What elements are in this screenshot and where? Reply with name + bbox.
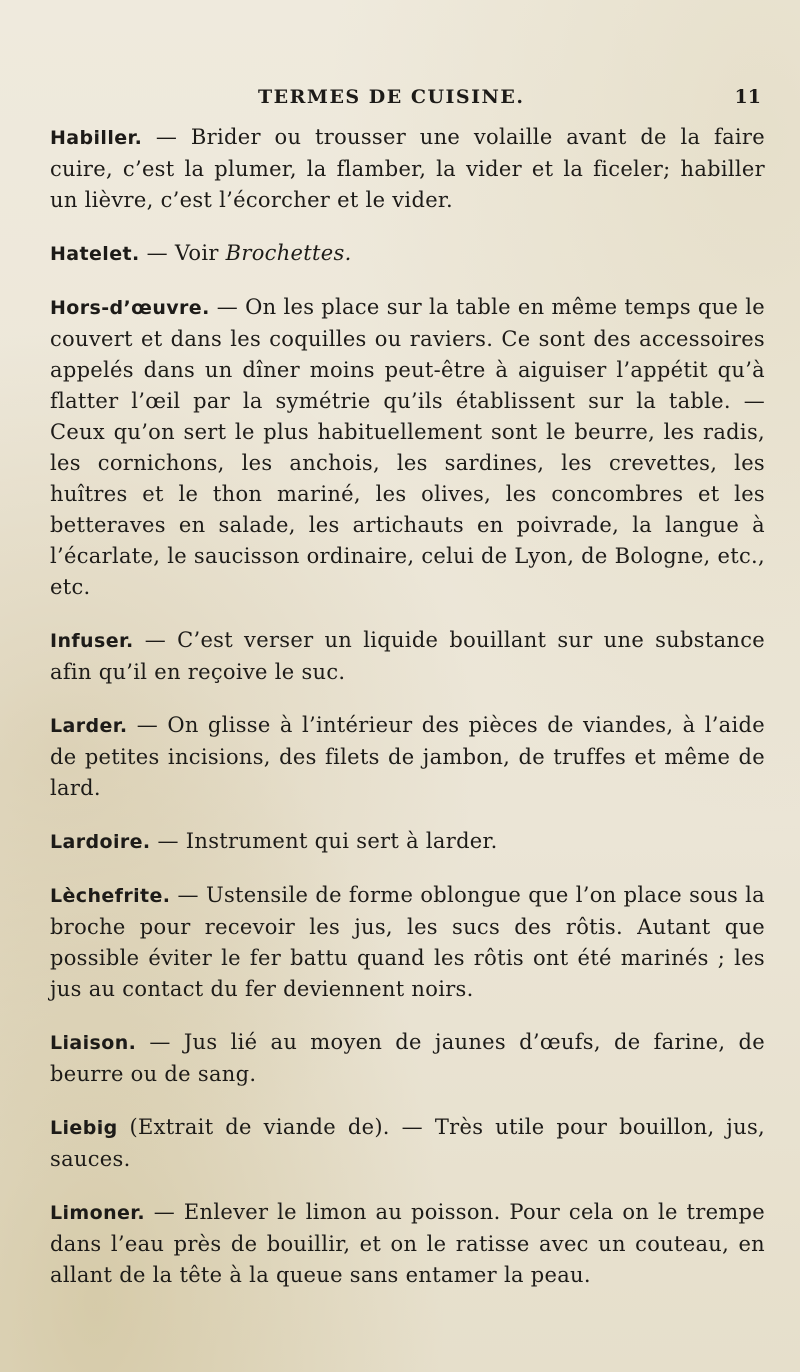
headword: Infuser. <box>50 630 134 652</box>
headword: Hors-d’œuvre. <box>50 297 210 319</box>
entry-liebig <box>50 1112 765 1175</box>
definition: — On les place sur la table en même temps que le couvert et dans les coquilles ou raviers. Ce sont des accessoires appelés dans un dîner moins peut-être à aiguiser l’appétit qu’à flatter l’œil par la symétrie qu’ils établissent sur la table. — Ceux qu’on sert le plus habituellement sont le beurre, les radis, les cornichons, les anchois, les sardines, les crevettes, les huîtres et le thon mariné, les olives, les concombres et les betteraves en salade, les artichauts en poivrade, la langue à l’écarlate, le saucisson ordinaire, celui de Lyon, de Bologne, etc., etc. <box>50 295 765 599</box>
entry-lechefrite <box>50 880 765 1005</box>
headword: Hatelet. <box>50 243 140 265</box>
definition: — On glisse à l’intérieur des pièces de viandes, à l’aide de petites incisions, des filets de jambon, de truffes et même de lard. <box>50 713 765 800</box>
definition: — Enlever le limon au poisson. Pour cela on le trempe dans l’eau près de bouillir, et on le ratisse avec un couteau, en allant de la tête à la queue sans entamer la peau. <box>50 1200 765 1287</box>
headword: Limoner. <box>50 1202 145 1224</box>
page-number: 11 <box>734 86 761 108</box>
definition: (Extrait de viande de). — Très utile pour bouillon, jus, sauces. <box>50 1115 765 1171</box>
headword: Habiller. <box>50 127 143 149</box>
entry-hatelet <box>50 238 765 270</box>
entry-limoner <box>50 1197 765 1291</box>
definition: — Instrument qui sert à larder. <box>150 829 498 853</box>
definition: — Ustensile de forme oblongue que l’on place sous la broche pour recevoir les jus, les sucs des rôtis. Autant que possible éviter le fer battu quand les rôtis ont été marinés ; les jus au contact du fer deviennent noirs. <box>50 883 765 1001</box>
glossary-entries <box>50 122 765 1313</box>
headword: Larder. <box>50 715 128 737</box>
headword: Lèchefrite. <box>50 885 171 907</box>
headword: Lardoire. <box>50 831 151 853</box>
entry-lardoire <box>50 826 765 858</box>
definition: — Jus lié au moyen de jaunes d’œufs, de farine, de beurre ou de sang. <box>50 1030 765 1086</box>
entry-habiller <box>50 122 765 216</box>
entry-larder <box>50 710 765 804</box>
entry-liaison <box>50 1027 765 1090</box>
book-page <box>50 0 765 1372</box>
definition: — Brider ou trousser une volaille avant de la faire cuire, c’est la plumer, la flamber, la vider et la ficeler; habiller un lièvre, c’est l’écorcher et le vider. <box>50 125 765 212</box>
definition: — C’est verser un liquide bouillant sur une substance afin qu’il en reçoive le suc. <box>50 628 765 684</box>
running-head <box>50 86 765 110</box>
running-title: TERMES DE CUISINE. <box>258 86 525 108</box>
entry-infuser <box>50 625 765 688</box>
entry-hors-d-oeuvre <box>50 292 765 603</box>
headword: Liebig <box>50 1117 118 1139</box>
definition: — Voir <box>139 241 226 265</box>
cross-reference: Brochettes. <box>225 241 352 265</box>
headword: Liaison. <box>50 1032 137 1054</box>
